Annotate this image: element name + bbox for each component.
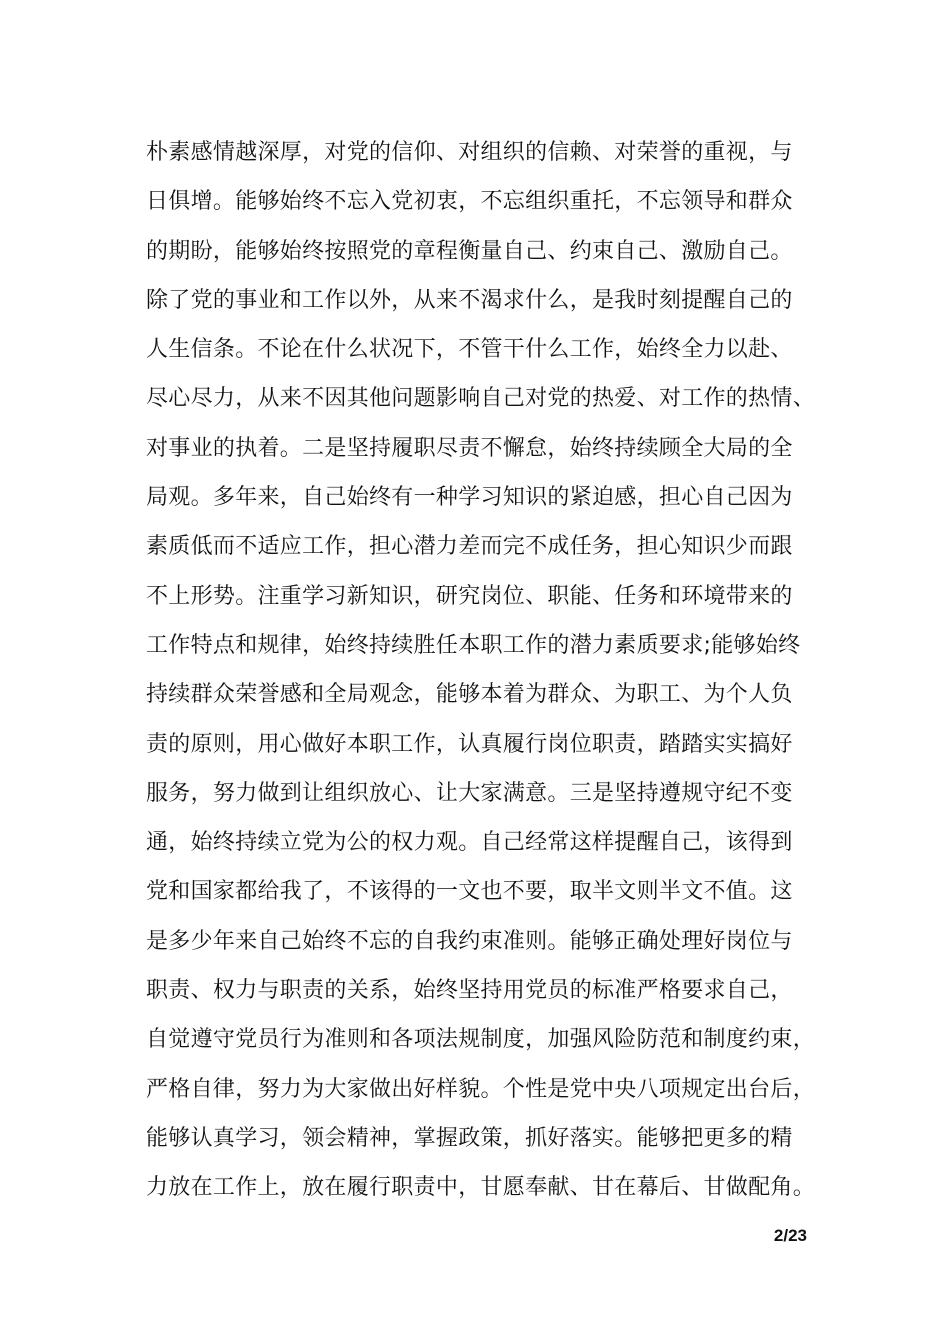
text-line: 不上形势。注重学习新知识，研究岗位、职能、任务和环境带来的 [146,583,793,609]
text-line: 是多少年来自己始终不忘的自我约束准则。能够正确处理好岗位与 [146,928,793,954]
text-line: 持续群众荣誉感和全局观念，能够本着为群众、为职工、为个人负 [146,682,793,708]
text-line: 日俱增。能够始终不忘入党初衷，不忘组织重托，不忘领导和群众 [146,189,793,215]
text-line: 能够认真学习，领会精神，掌握政策，抓好落实。能够把更多的精 [146,1125,793,1151]
text-line: 素质低而不适应工作，担心潜力差而完不成任务，担心知识少而跟 [146,534,793,560]
text-line: 力放在工作上，放在履行职责中，甘愿奉献、甘在幕后、甘做配角。 [146,1175,816,1201]
text-line: 的期盼，能够始终按照党的章程衡量自己、约束自己、激励自己。 [146,238,793,264]
text-line: 对事业的执着。二是坚持履职尽责不懈怠，始终持续顾全大局的全 [146,435,793,461]
text-line: 党和国家都给我了，不该得的一文也不要，取半文则半文不值。这 [146,879,793,905]
text-line: 责的原则，用心做好本职工作，认真履行岗位职责，踏踏实实搞好 [146,731,793,757]
text-line: 人生信条。不论在什么状况下，不管干什么工作，始终全力以赴、 [146,337,793,363]
text-line: 工作特点和规律，始终持续胜任本职工作的潜力素质要求;能够始终 [146,632,801,658]
text-line: 尽心尽力，从来不因其他问题影响自己对党的热爱、对工作的热情、 [146,386,816,412]
text-line: 严格自律，努力为大家做出好样貌。个性是党中央八项规定出台后， [146,1076,816,1102]
text-line: 局观。多年来，自己始终有一种学习知识的紧迫感，担心自己因为 [146,485,793,511]
text-line: 自觉遵守党员行为准则和各项法规制度，加强风险防范和制度约束， [146,1027,816,1053]
text-line: 朴素感情越深厚，对党的信仰、对组织的信赖、对荣誉的重视，与 [146,140,793,165]
text-line: 通，始终持续立党为公的权力观。自己经常这样提醒自己，该得到 [146,830,793,856]
text-line: 服务，努力做到让组织放心、让大家满意。三是坚持遵规守纪不变 [146,780,793,806]
body-text [146,128,826,1213]
text-line: 除了党的事业和工作以外，从来不渴求什么，是我时刻提醒自己的 [146,287,793,313]
page-number: 2/23 [773,1226,807,1245]
text-line: 职责、权力与职责的关系，始终坚持用党员的标准严格要求自己， [146,978,793,1004]
